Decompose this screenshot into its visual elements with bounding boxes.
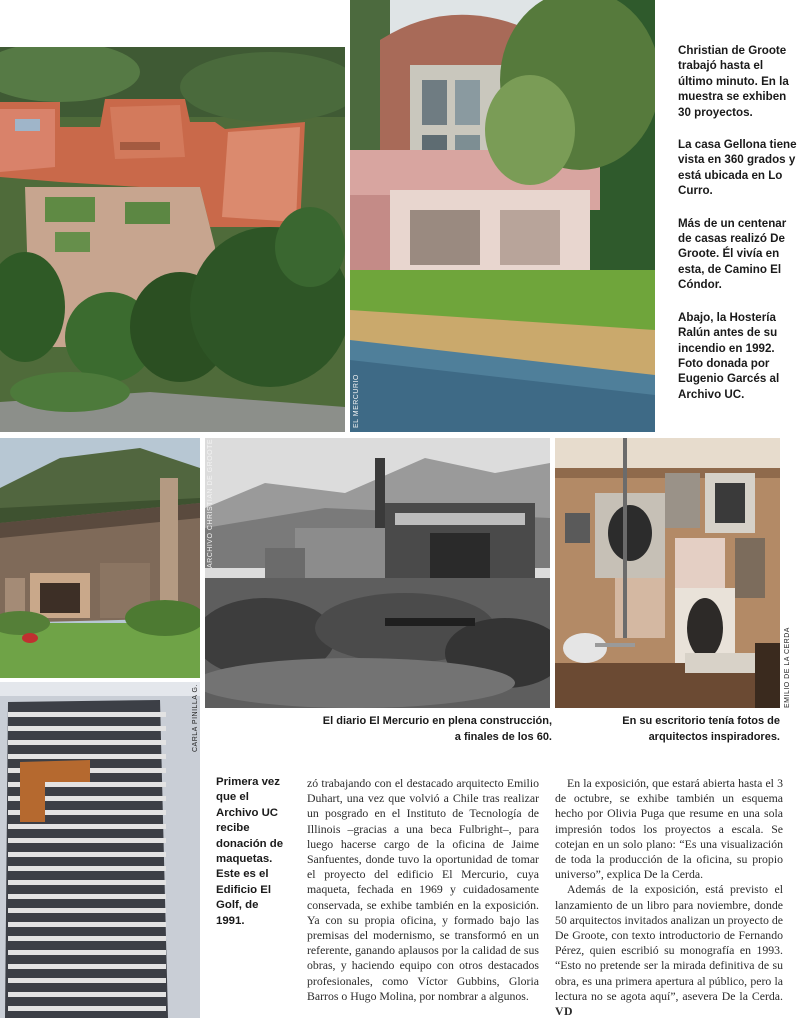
caption-desk: En su escritorio tenía fotos de arquitectos inspiradores. [622,715,780,743]
article-end-mark: VD [555,1004,574,1019]
hosteria-ralun-photo [0,438,200,678]
desk-photo [555,438,780,708]
el-golf-model-photo [0,682,200,1018]
photo-credit-desk: EMILIO DE LA CERDA [784,627,791,708]
sidebar-note-4: Abajo, la Hostería Ralún antes de su incendio en 1992. Foto donada por Eugenio Garcés al Archivo UC. [678,310,780,401]
photo-credit-golf: CARLA PINILLA G. [192,684,199,752]
sidebar-note-1: Christian de Groote trabajó hasta el último minuto. En la muestra se exhiben 30 proyectos. [678,44,789,119]
photo-credit-mercurio: ARCHIVO CHRISTIAN DE GROOTE [207,438,214,568]
article-col1-paragraph: zó trabajando con el destacado arquitecto Emilio Duhart, una vez que volvió a Chile tras realizar un posgrado en el Instituto de Tecnología de Illinois –gracias a una beca Fulbright–, para luego hacerse cargo de la oficina de Jaime Sanfuentes, donde tuvo la oportunidad de tomar el proyecto del edificio El Mercurio, cuya maqueta, fechada en 1969 y cuidadosamente conservada, se exhibe también en la exposición. Ya con su propia oficina, y formado bajo las premisas del modernismo, se transformó en un referente, ganando aplausos por la calidad de sus obras, y haciendo equipo con otros destacados profesionales, como Víctor Gubbins, Gloria Barros o Hugo Molina, por nombrar a algunos. [307,776,539,1003]
sidebar-note-2: La casa Gellona tiene vista en 360 grados y está ubicada en Lo Curro. [678,138,797,198]
article-col2-paragraph-2-text: Además de la exposición, está previsto el lanzamiento de un libro para noviembre, donde 50 arquitectos invitados analizan un proyecto de De Groote, con texto introductorio de Fernando Pérez, quien escribió su monografía en 1993. “Esto no pretende ser la mirada definitiva de su obra, es una primera apertura al público, pero la lectura no se agota aquí”, asevera De la Cerda. [555,882,784,1003]
photo-credit-house: EL MERCURIO [353,374,360,428]
article-col2-paragraph-2 [555,882,783,1019]
gellona-house-photo [350,0,655,432]
caption-golf: Primera vez que el Archivo UC recibe donación de maquetas. Este es el Edificio El Golf, de 1991. [216,776,284,927]
caption-mercurio: El diario El Mercurio en plena construcción, a finales de los 60. [322,715,552,743]
sidebar-notes [678,43,800,419]
article-col2-paragraph-1: En la exposición, que estará abierta hasta el 3 de octubre, se exhibe también un esquema hecho por Olivia Puga que resume en una sola impresión todos los proyectos a escala. Se cotejan en un solo plano: “Es una visualización de toda la producción de la oficina, su propio universo”, explica De la Cerda. [555,776,783,882]
sidebar-note-3: Más de un centenar de casas realizó De Groote. Él vivía en esta, de Camino El Cóndor. [678,216,787,292]
mercurio-construction-photo [205,438,550,708]
article-column-1 [307,776,539,1004]
aerial-house-photo [0,47,345,432]
article-column-2 [555,776,783,1019]
